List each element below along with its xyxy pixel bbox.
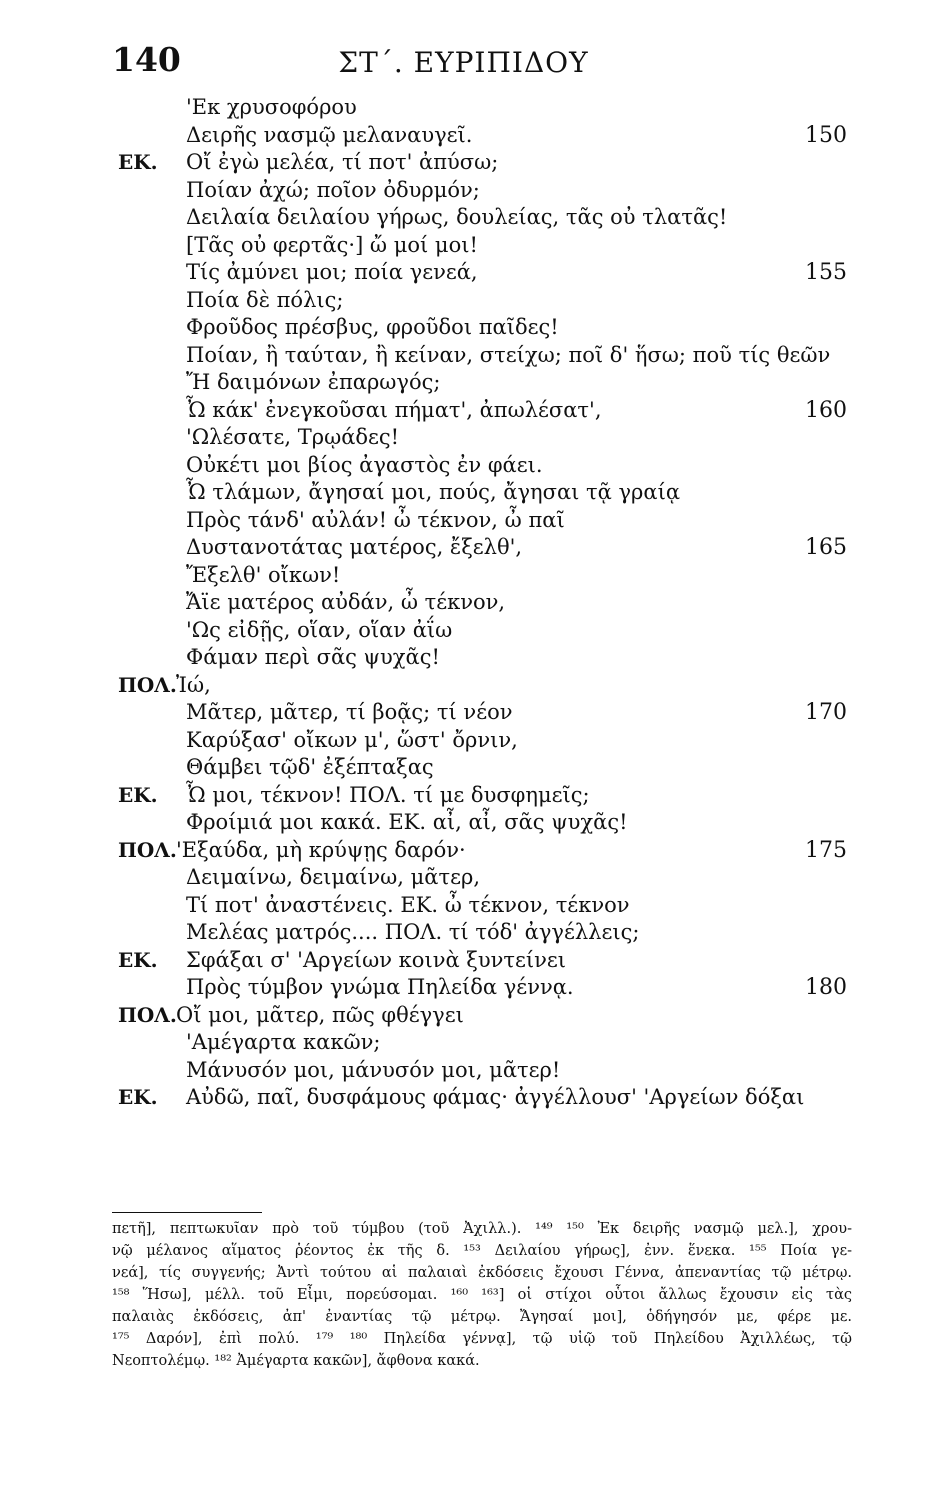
verse-text: Ποία δὲ πόλις; [186, 287, 344, 312]
footnote-line: ¹⁷⁵ Δαρόν], ἐπὶ πολύ. ¹⁷⁹ ¹⁸⁰ Πηλείδα γέννᾳ], τῷ υἱῷ τοῦ Πηλείδου Ἀχιλλέως, τῷ [112, 1331, 852, 1347]
verse-text: Πρὸς τάνδ' αὐλάν! ὦ τέκνον, ὦ παῖ [186, 507, 565, 532]
footnote-line: παλαιὰς ἐκδόσεις, ἀπ' ἐναντίας τῷ μέτρῳ. Ἄγησαί μοι], ὁδήγησόν με, φέρε με. [112, 1309, 852, 1325]
line-number: 175 [805, 837, 847, 863]
verse-line [0, 424, 927, 452]
verse-line [0, 507, 927, 535]
verse-line [0, 259, 927, 287]
verse-line [0, 589, 927, 617]
verse-line [0, 809, 927, 837]
verse-text: 'Εκ χρυσοφόρου [186, 95, 357, 119]
verse-line [0, 397, 927, 425]
verse-line [0, 149, 927, 177]
footnote-line: νῷ μέλανος αἵματος ῥέοντος ἐκ τῆς δ. ¹⁵³ Δειλαίου γήρως], ἐνν. ἕνεκα. ¹⁵⁵ Ποία γε- [112, 1243, 852, 1259]
verse-text: Μᾶτερ, μᾶτερ, τί βοᾷς; τί νέον [186, 700, 513, 724]
verse-line [0, 452, 927, 480]
speaker-label: ΕΚ. [118, 1085, 158, 1109]
speaker-label: ΠΟΛ. [118, 672, 177, 697]
verse-line [0, 1084, 927, 1112]
verse-line [0, 672, 927, 700]
verse-text: 'Ωλέσατε, Τρῳάδες! [186, 425, 400, 449]
verse-text: Ὦ τλάμων, ἄγησαί μοι, πούς, ἄγησαι τᾷ γραίᾳ [186, 480, 681, 504]
verse-line [0, 782, 927, 810]
verse-line [0, 562, 927, 590]
verse-line [0, 864, 927, 892]
line-number: 165 [805, 535, 847, 560]
footnote-line: ¹⁵⁸ Ἥσω], μέλλ. τοῦ Εἶμι, πορεύσομαι. ¹⁶⁰ ¹⁶³] οἱ στίχοι οὗτοι ἄλλως ἔχουσιν εἰς τὰς [112, 1287, 852, 1303]
verse-text: Μάνυσόν μοι, μάνυσόν μοι, μᾶτερ! [186, 1057, 561, 1082]
verse-text: Θάμβει τῷδ' ἐξέπταξας [186, 755, 434, 779]
verse-line [0, 1002, 927, 1030]
verse-line [0, 947, 927, 975]
footnotes [112, 1218, 852, 1372]
verse-text: Τίς ἀμύνει μοι; ποία γενεά, [186, 260, 478, 284]
verse-line [0, 974, 927, 1002]
verse-text: Δυστανοτάτας ματέρος, ἔξελθ', [186, 535, 523, 559]
verse-line [0, 1029, 927, 1057]
footnote-line: πετῆ], πεπτωκυῖαν πρὸ τοῦ τύμβου (τοῦ Ἀχιλλ.). ¹⁴⁹ ¹⁵⁰ Ἐκ δειρῆς νασμῷ μελ.], χρου- [112, 1221, 852, 1237]
verse-line [0, 287, 927, 315]
verse-text: Ποίαν ἀχώ; ποῖον ὀδυρμόν; [186, 177, 480, 202]
verse-line [0, 727, 927, 755]
verse-text: Ἤ δαιμόνων ἐπαρωγός; [186, 370, 441, 394]
page-number: 140 [112, 40, 181, 79]
verse-text: Δειμαίνω, δειμαίνω, μᾶτερ, [186, 865, 480, 889]
verse-line [0, 122, 927, 150]
verse-line [0, 232, 927, 260]
line-number: 160 [805, 397, 847, 423]
verse-text: 'Ως εἰδῇς, οἵαν, οἵαν ἀΐω [186, 617, 453, 642]
verse-line [0, 1057, 927, 1085]
speaker-label: ΠΟΛ. [118, 1002, 177, 1027]
verse-text: Αὐδῶ, παῖ, δυσφάμους φάμας· ἀγγέλλουσ' 'Αργείων δόξαι [186, 1085, 805, 1109]
footnote-rule [112, 1212, 262, 1213]
verse-text: Οἴ ἐγὼ μελέα, τί ποτ' ἀπύσω; [186, 150, 499, 174]
verse-text: Φάμαν περὶ σᾶς ψυχᾶς! [186, 645, 440, 669]
verse-line [0, 94, 927, 122]
verse-line [0, 177, 927, 205]
verse-text: [Τᾶς οὐ φερτᾶς·] ὤ μοί μοι! [186, 232, 478, 257]
verse-line [0, 314, 927, 342]
verse-line [0, 837, 927, 865]
footnote-line: νεά], τίς συγγενής; Ἀντὶ τούτου αἱ παλαιαὶ ἐκδόσεις ἔχουσι Γέννα, ἀπεναντίας τῷ μέτρῳ. [112, 1265, 852, 1281]
verse-text: Ὦ κάκ' ἐνεγκοῦσαι πήματ', ἀπωλέσατ', [186, 397, 602, 422]
verse-line [0, 754, 927, 782]
verse-line [0, 204, 927, 232]
verse-text: Σφάξαι σ' 'Αργείων κοινὰ ξυντείνει [186, 947, 567, 972]
verse-text: Μελέας ματρός.... ΠΟΛ. τί τόδ' ἀγγέλλεις; [186, 920, 640, 944]
verse-text: Ἰώ, [176, 672, 211, 697]
line-number: 155 [805, 260, 847, 285]
verse-line [0, 342, 927, 370]
verse-line [0, 479, 927, 507]
verse-text: Δειλαία δειλαίου γήρως, δουλείας, τᾶς οὐ τλατᾶς! [186, 205, 728, 229]
speaker-label: ΕΚ. [118, 947, 158, 972]
verse-text: Καρύξασ' οἴκων μ', ὥστ' ὄρνιν, [186, 727, 518, 752]
verse-text: Δειρῆς νασμῷ μελαναυγεῖ. [186, 122, 473, 147]
verse-text: 'Εξαύδα, μὴ κρύψῃς δαρόν· [176, 837, 466, 862]
footnote-line: Νεοπτολέμῳ. ¹⁸² Ἀμέγαρτα κακῶν], ἄφθονα κακά. [112, 1353, 480, 1369]
verse-line [0, 699, 927, 727]
page-header [0, 40, 927, 90]
running-head: ΣΤ΄. ΕΥΡΙΠΙΔΟΥ [338, 46, 589, 79]
verse-text: Ποίαν, ἢ ταύταν, ἢ κείναν, στείχω; ποῖ δ' ἥσω; ποῦ τίς θεῶν [186, 342, 831, 367]
verse-text: Φροῦδος πρέσβυς, φροῦδοι παῖδες! [186, 315, 559, 339]
verse-line [0, 644, 927, 672]
verse-block [0, 94, 927, 1112]
verse-line [0, 617, 927, 645]
verse-text: Οὐκέτι μοι βίος ἀγαστὸς ἐν φάει. [186, 452, 543, 477]
verse-text: Ἔξελθ' οἴκων! [186, 562, 341, 587]
verse-line [0, 369, 927, 397]
verse-text: Ἄϊε ματέρος αὐδάν, ὦ τέκνον, [186, 590, 506, 614]
verse-text: 'Αμέγαρτα κακῶν; [186, 1030, 381, 1054]
verse-text: Ὦ μοι, τέκνον! ΠΟΛ. τί με δυσφημεῖς; [186, 782, 590, 807]
speaker-label: ΠΟΛ. [118, 837, 177, 862]
verse-line [0, 892, 927, 920]
line-number: 180 [805, 975, 847, 1000]
line-number: 150 [805, 122, 847, 148]
verse-line [0, 919, 927, 947]
speaker-label: ΕΚ. [118, 150, 158, 174]
line-number: 170 [805, 700, 847, 725]
verse-text: Φροίμιά μοι κακά. ΕΚ. αἶ, αἶ, σᾶς ψυχᾶς! [186, 810, 628, 834]
verse-text: Πρὸς τύμβον γνώμα Πηλείδα γέννᾳ. [186, 975, 574, 999]
verse-line [0, 534, 927, 562]
verse-text: Τί ποτ' ἀναστένεις. ΕΚ. ὦ τέκνον, τέκνον [186, 892, 630, 917]
verse-text: Οἴ μοι, μᾶτερ, πῶς φθέγγει [176, 1002, 464, 1027]
speaker-label: ΕΚ. [118, 782, 158, 807]
